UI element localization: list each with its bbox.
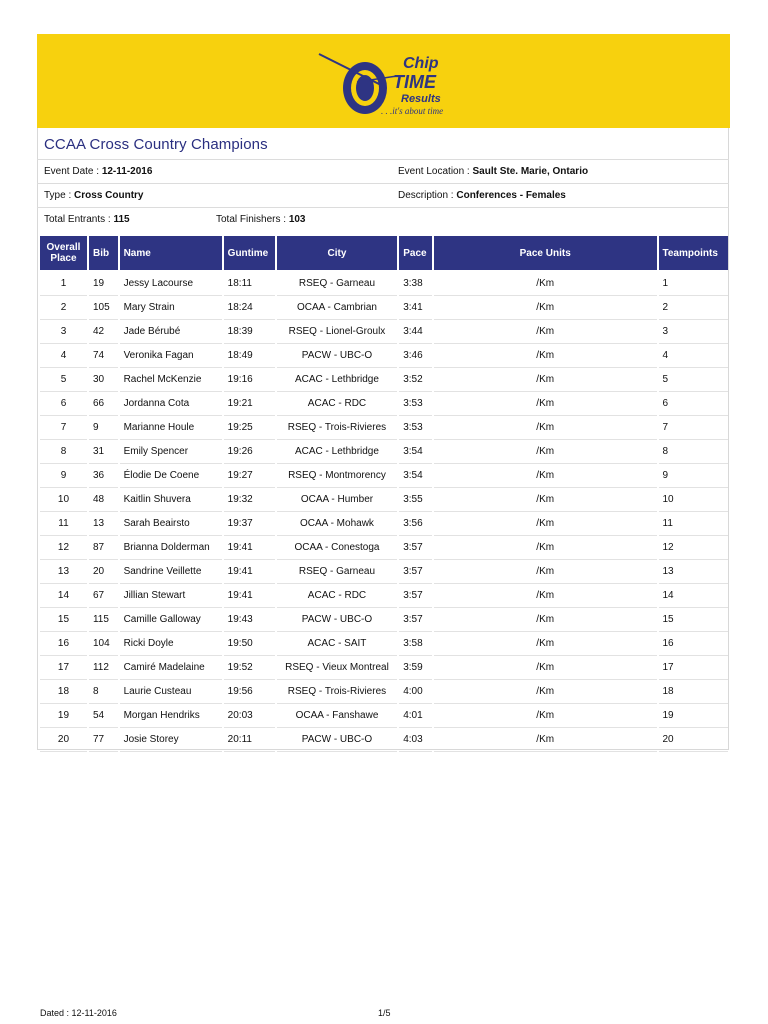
cell-pace: 3:53 (399, 416, 432, 440)
cell-place: 11 (40, 512, 87, 536)
table-row (40, 512, 728, 536)
cell-teampoints: 12 (659, 536, 729, 560)
cell-pace-units: /Km (434, 704, 657, 728)
cell-teampoints: 11 (659, 512, 729, 536)
cell-city: RSEQ - Garneau (277, 560, 398, 584)
cell-guntime: 19:41 (224, 584, 275, 608)
table-row (40, 680, 728, 704)
cell-city: ACAC - RDC (277, 392, 398, 416)
cell-place: 14 (40, 584, 87, 608)
cell-teampoints: 17 (659, 656, 729, 680)
cell-name: Laurie Custeau (120, 680, 222, 704)
cell-place: 1 (40, 272, 87, 296)
cell-place: 6 (40, 392, 87, 416)
cell-bib: 9 (89, 416, 118, 440)
table-row (40, 440, 728, 464)
cell-place: 20 (40, 728, 87, 752)
cell-teampoints: 2 (659, 296, 729, 320)
cell-place: 18 (40, 680, 87, 704)
cell-name: Jessy Lacourse (120, 272, 222, 296)
cell-place: 5 (40, 368, 87, 392)
cell-pace-units: /Km (434, 536, 657, 560)
cell-pace: 3:54 (399, 440, 432, 464)
table-row (40, 608, 728, 632)
cell-city: PACW - UBC-O (277, 344, 398, 368)
cell-pace: 3:54 (399, 464, 432, 488)
cell-guntime: 19:52 (224, 656, 275, 680)
cell-bib: 104 (89, 632, 118, 656)
cell-name: Marianne Houle (120, 416, 222, 440)
cell-guntime: 19:56 (224, 680, 275, 704)
divider (37, 207, 729, 208)
cell-city: PACW - UBC-O (277, 608, 398, 632)
cell-bib: 31 (89, 440, 118, 464)
results-body (40, 272, 728, 752)
cell-pace-units: /Km (434, 560, 657, 584)
cell-place: 17 (40, 656, 87, 680)
table-row (40, 296, 728, 320)
header-banner (37, 34, 730, 128)
cell-pace: 3:57 (399, 560, 432, 584)
table-row (40, 488, 728, 512)
cell-pace-units: /Km (434, 512, 657, 536)
cell-place: 15 (40, 608, 87, 632)
col-header-teampoints: Teampoints (659, 236, 729, 272)
cell-pace-units: /Km (434, 368, 657, 392)
cell-name: Kaitlin Shuvera (120, 488, 222, 512)
cell-pace-units: /Km (434, 440, 657, 464)
cell-name: Sandrine Veillette (120, 560, 222, 584)
cell-teampoints: 14 (659, 584, 729, 608)
cell-place: 13 (40, 560, 87, 584)
cell-guntime: 18:39 (224, 320, 275, 344)
cell-pace: 3:46 (399, 344, 432, 368)
cell-pace: 3:44 (399, 320, 432, 344)
cell-pace: 3:57 (399, 584, 432, 608)
cell-name: Jillian Stewart (120, 584, 222, 608)
cell-pace-units: /Km (434, 608, 657, 632)
cell-pace-units: /Km (434, 680, 657, 704)
cell-city: ACAC - Lethbridge (277, 440, 398, 464)
cell-pace: 3:41 (399, 296, 432, 320)
cell-pace: 4:03 (399, 728, 432, 752)
total-entrants: Total Entrants : 115 (44, 214, 130, 225)
cell-bib: 77 (89, 728, 118, 752)
cell-guntime: 18:49 (224, 344, 275, 368)
cell-place: 2 (40, 296, 87, 320)
cell-guntime: 19:50 (224, 632, 275, 656)
cell-place: 10 (40, 488, 87, 512)
col-header-pace: Pace (399, 236, 432, 272)
cell-name: Emily Spencer (120, 440, 222, 464)
table-row (40, 320, 728, 344)
event-type: Type : Cross Country (44, 190, 144, 201)
cell-pace-units: /Km (434, 584, 657, 608)
cell-bib: 30 (89, 368, 118, 392)
cell-guntime: 20:03 (224, 704, 275, 728)
cell-pace: 3:57 (399, 608, 432, 632)
cell-place: 8 (40, 440, 87, 464)
cell-pace-units: /Km (434, 416, 657, 440)
cell-pace: 3:56 (399, 512, 432, 536)
cell-pace: 4:01 (399, 704, 432, 728)
results-table (38, 236, 730, 752)
cell-pace: 3:52 (399, 368, 432, 392)
cell-teampoints: 13 (659, 560, 729, 584)
cell-pace: 3:55 (399, 488, 432, 512)
footer-dated: Dated : 12-11-2016 (40, 1008, 117, 1018)
event-description: Description : Conferences - Females (398, 190, 566, 201)
cell-city: RSEQ - Trois-Rivieres (277, 416, 398, 440)
cell-place: 3 (40, 320, 87, 344)
cell-guntime: 19:25 (224, 416, 275, 440)
cell-place: 7 (40, 416, 87, 440)
table-row (40, 656, 728, 680)
cell-pace-units: /Km (434, 656, 657, 680)
cell-bib: 36 (89, 464, 118, 488)
table-row (40, 416, 728, 440)
cell-teampoints: 16 (659, 632, 729, 656)
table-row (40, 368, 728, 392)
table-row (40, 632, 728, 656)
col-header-bib: Bib (89, 236, 118, 272)
table-row (40, 728, 728, 752)
cell-city: ACAC - SAIT (277, 632, 398, 656)
cell-name: Camiré Madelaine (120, 656, 222, 680)
cell-pace: 3:53 (399, 392, 432, 416)
event-title: CCAA Cross Country Champions (44, 136, 268, 153)
cell-guntime: 19:43 (224, 608, 275, 632)
cell-bib: 19 (89, 272, 118, 296)
cell-teampoints: 20 (659, 728, 729, 752)
cell-teampoints: 4 (659, 344, 729, 368)
event-date: Event Date : 12-11-2016 (44, 166, 153, 177)
cell-bib: 8 (89, 680, 118, 704)
cell-teampoints: 15 (659, 608, 729, 632)
table-row (40, 272, 728, 296)
cell-name: Veronika Fagan (120, 344, 222, 368)
cell-city: RSEQ - Vieux Montreal (277, 656, 398, 680)
cell-city: RSEQ - Trois-Rivieres (277, 680, 398, 704)
cell-pace: 3:59 (399, 656, 432, 680)
cell-pace: 3:58 (399, 632, 432, 656)
cell-guntime: 19:21 (224, 392, 275, 416)
cell-name: Ricki Doyle (120, 632, 222, 656)
cell-guntime: 18:11 (224, 272, 275, 296)
cell-name: Jade Bérubé (120, 320, 222, 344)
cell-pace-units: /Km (434, 728, 657, 752)
chip-time-results-logo (317, 42, 457, 122)
cell-city: OCAA - Mohawk (277, 512, 398, 536)
cell-place: 12 (40, 536, 87, 560)
cell-teampoints: 10 (659, 488, 729, 512)
cell-city: RSEQ - Montmorency (277, 464, 398, 488)
cell-teampoints: 9 (659, 464, 729, 488)
svg-text:TIME: TIME (393, 72, 436, 92)
cell-teampoints: 3 (659, 320, 729, 344)
cell-bib: 112 (89, 656, 118, 680)
cell-city: OCAA - Cambrian (277, 296, 398, 320)
total-finishers: Total Finishers : 103 (216, 214, 306, 225)
cell-place: 19 (40, 704, 87, 728)
divider (37, 159, 729, 160)
table-row (40, 344, 728, 368)
cell-name: Élodie De Coene (120, 464, 222, 488)
cell-bib: 67 (89, 584, 118, 608)
cell-bib: 66 (89, 392, 118, 416)
cell-guntime: 20:11 (224, 728, 275, 752)
cell-pace-units: /Km (434, 392, 657, 416)
cell-city: ACAC - Lethbridge (277, 368, 398, 392)
cell-name: Josie Storey (120, 728, 222, 752)
cell-guntime: 19:26 (224, 440, 275, 464)
cell-guntime: 18:24 (224, 296, 275, 320)
cell-bib: 105 (89, 296, 118, 320)
event-location: Event Location : Sault Ste. Marie, Ontario (398, 166, 589, 177)
cell-pace-units: /Km (434, 320, 657, 344)
cell-city: PACW - UBC-O (277, 728, 398, 752)
cell-teampoints: 5 (659, 368, 729, 392)
table-row (40, 560, 728, 584)
cell-pace-units: /Km (434, 632, 657, 656)
cell-name: Brianna Dolderman (120, 536, 222, 560)
cell-bib: 87 (89, 536, 118, 560)
col-header-guntime: Guntime (224, 236, 275, 272)
cell-guntime: 19:37 (224, 512, 275, 536)
cell-city: RSEQ - Garneau (277, 272, 398, 296)
cell-teampoints: 19 (659, 704, 729, 728)
table-row (40, 536, 728, 560)
cell-pace-units: /Km (434, 296, 657, 320)
cell-teampoints: 7 (659, 416, 729, 440)
cell-pace: 4:00 (399, 680, 432, 704)
cell-city: OCAA - Conestoga (277, 536, 398, 560)
cell-bib: 115 (89, 608, 118, 632)
cell-bib: 13 (89, 512, 118, 536)
table-row (40, 464, 728, 488)
table-header-row (40, 236, 728, 272)
stopwatch-logo-icon (317, 42, 457, 122)
cell-guntime: 19:41 (224, 560, 275, 584)
cell-name: Morgan Hendriks (120, 704, 222, 728)
cell-pace-units: /Km (434, 272, 657, 296)
cell-city: RSEQ - Lionel-Groulx (277, 320, 398, 344)
cell-city: ACAC - RDC (277, 584, 398, 608)
cell-guntime: 19:16 (224, 368, 275, 392)
footer-page-number: 1/5 (378, 1008, 391, 1018)
cell-guntime: 19:27 (224, 464, 275, 488)
cell-guntime: 19:41 (224, 536, 275, 560)
table-row (40, 584, 728, 608)
cell-teampoints: 1 (659, 272, 729, 296)
cell-pace: 3:57 (399, 536, 432, 560)
col-header-name: Name (120, 236, 222, 272)
svg-text:Results: Results (401, 93, 441, 105)
table-row (40, 392, 728, 416)
table-row (40, 704, 728, 728)
cell-bib: 54 (89, 704, 118, 728)
cell-guntime: 19:32 (224, 488, 275, 512)
col-header-city: City (277, 236, 398, 272)
cell-name: Mary Strain (120, 296, 222, 320)
cell-teampoints: 6 (659, 392, 729, 416)
cell-name: Sarah Beairsto (120, 512, 222, 536)
divider (37, 183, 729, 184)
svg-text:Chip: Chip (403, 55, 439, 72)
col-header-overall-place: Overall Place (40, 236, 87, 272)
col-header-pace-units: Pace Units (434, 236, 657, 272)
cell-name: Camille Galloway (120, 608, 222, 632)
cell-teampoints: 8 (659, 440, 729, 464)
cell-bib: 20 (89, 560, 118, 584)
cell-place: 16 (40, 632, 87, 656)
cell-city: OCAA - Fanshawe (277, 704, 398, 728)
cell-name: Rachel McKenzie (120, 368, 222, 392)
cell-place: 9 (40, 464, 87, 488)
cell-bib: 42 (89, 320, 118, 344)
cell-teampoints: 18 (659, 680, 729, 704)
cell-bib: 48 (89, 488, 118, 512)
cell-name: Jordanna Cota (120, 392, 222, 416)
cell-place: 4 (40, 344, 87, 368)
cell-pace-units: /Km (434, 464, 657, 488)
svg-text:. . .it's about time: . . .it's about time (381, 106, 444, 116)
cell-pace-units: /Km (434, 344, 657, 368)
cell-city: OCAA - Humber (277, 488, 398, 512)
cell-pace-units: /Km (434, 488, 657, 512)
cell-pace: 3:38 (399, 272, 432, 296)
cell-bib: 74 (89, 344, 118, 368)
